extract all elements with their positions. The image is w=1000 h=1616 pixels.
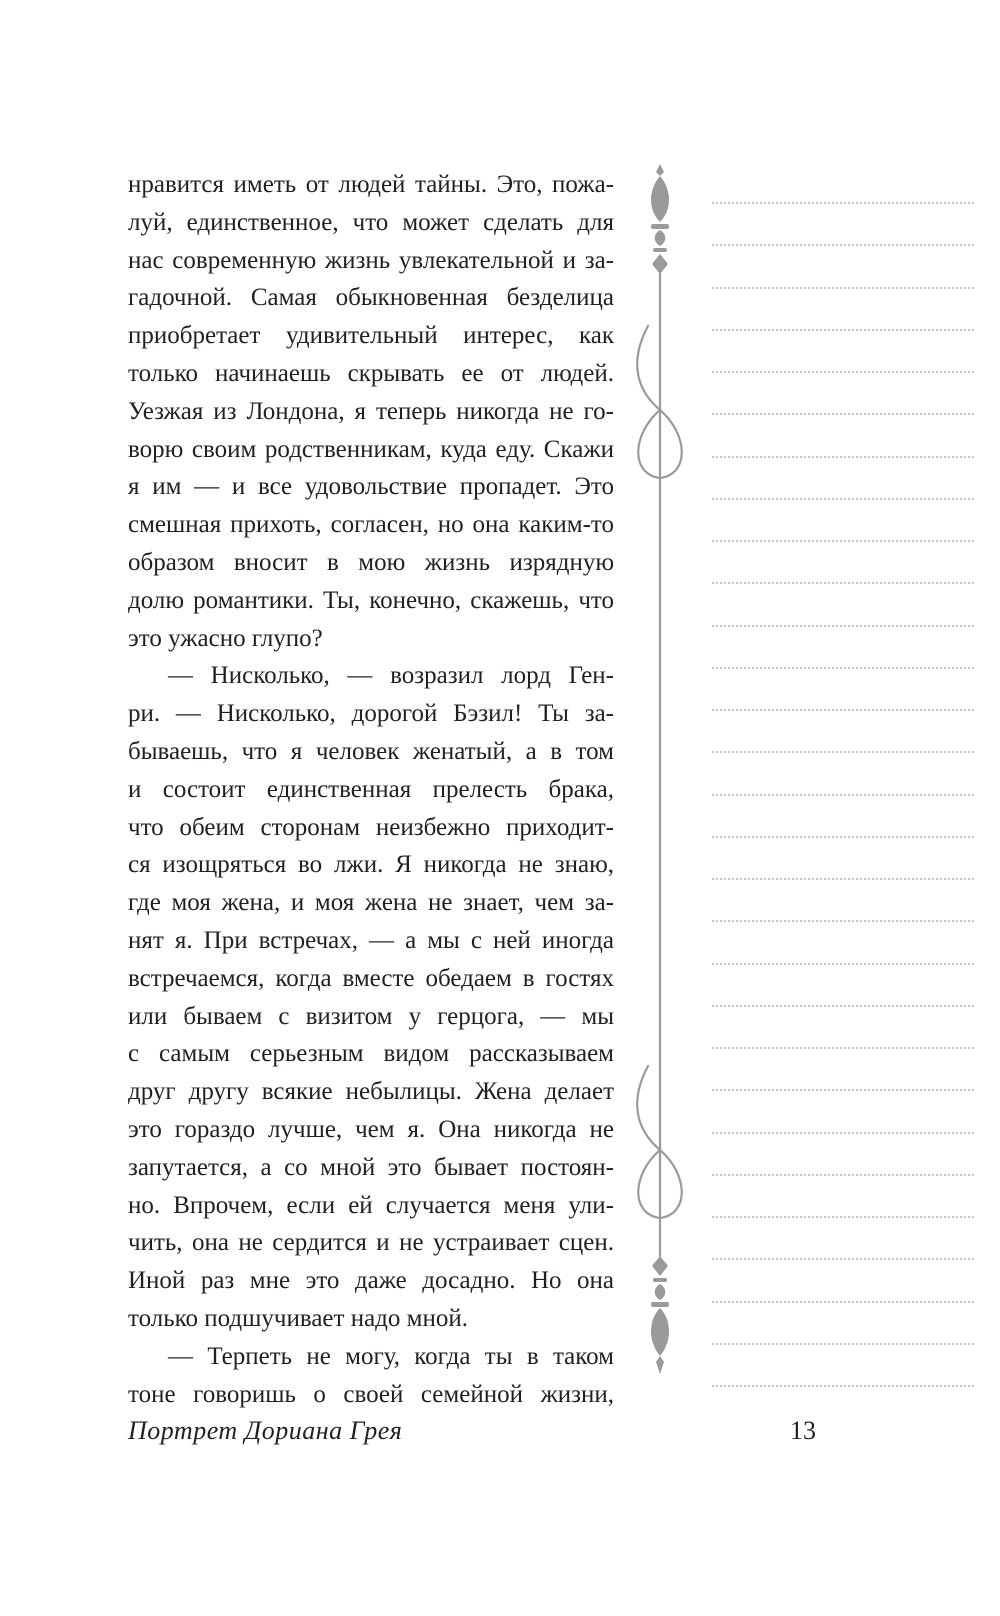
text-line: где моя жена, и моя жена не знает, чем за-: [128, 889, 614, 917]
dotted-rule: [712, 1301, 974, 1303]
text-line: чить, она не сердится и не устраивает сцен.: [128, 1229, 614, 1257]
text-line: я им — и все удовольствие пропадет. Это: [128, 473, 614, 501]
text-line: с самым серьезным видом рассказываем: [128, 1040, 614, 1068]
text-line: и состоит единственная прелесть брака,: [128, 775, 614, 803]
text-line: смешная прихоть, согласен, но она каким-то: [128, 511, 614, 539]
text-line: встречаемся, когда вместе обедаем в гостях: [128, 964, 614, 992]
dotted-rule: [712, 836, 974, 838]
dotted-rule: [712, 1132, 974, 1134]
text-line: Уезжая из Лондона, я теперь никогда не го-: [128, 397, 614, 425]
dotted-rule: [712, 1174, 974, 1176]
finial-top-bulb: [651, 176, 669, 222]
text-line: запутается, а со мной это бывает постоян-: [128, 1153, 614, 1181]
finial-top-collar: [651, 224, 669, 229]
text-line: ворю своим родственникам, куда еду. Скажи: [128, 435, 614, 463]
dotted-rule: [712, 751, 974, 753]
dotted-rule: [712, 540, 974, 542]
dotted-rule: [712, 709, 974, 711]
text-line: только начинаешь скрывать ее от людей.: [128, 359, 614, 387]
dotted-rule: [712, 1216, 974, 1218]
dotted-rule: [712, 498, 974, 500]
dotted-rule: [712, 1343, 974, 1345]
dotted-rule: [712, 413, 974, 415]
text-line: что обеим сторонам неизбежно приходит-: [128, 813, 614, 841]
dotted-rule: [712, 1089, 974, 1091]
dotted-rule: [712, 1047, 974, 1049]
finial-top-tip: [656, 164, 664, 176]
dotted-rule: [712, 794, 974, 796]
dotted-rule: [712, 878, 974, 880]
text-line: это ужасно глупо?: [128, 624, 323, 652]
text-line: это гораздо лучше, чем я. Она никогда не: [128, 1115, 614, 1143]
text-line: но. Впрочем, если ей случается меня ули-: [128, 1191, 614, 1219]
dotted-rule: [712, 667, 974, 669]
running-footer-title: Портрет Дориана Грея: [128, 1416, 403, 1445]
dotted-rule: [712, 625, 974, 627]
dotted-rule: [712, 1005, 974, 1007]
finial-top-ring: [653, 248, 667, 252]
note-lines: [712, 0, 974, 1616]
finial-bottom-tip: [656, 1356, 664, 1374]
text-line: луй, единственное, что может сделать для: [128, 208, 614, 236]
text-line: друг другу всякие небылицы. Жена делает: [128, 1078, 614, 1106]
text-line: образом вносит в мою жизнь изрядную: [128, 548, 614, 576]
text-line: — Терпеть не могу, когда ты в таком: [168, 1342, 614, 1370]
finial-bottom-bead: [655, 1284, 666, 1300]
text-line: ся изощряться во лжи. Я никогда не знаю,: [128, 851, 614, 879]
text-line: гадочной. Самая обыкновенная безделица: [128, 284, 614, 312]
decorative-ornament-divider: [620, 160, 700, 1400]
text-line: тоне говоришь о своей семейной жизни,: [128, 1380, 614, 1408]
dotted-rule: [712, 371, 974, 373]
dotted-rule: [712, 329, 974, 331]
text-line: Иной раз мне это даже досадно. Но она: [128, 1267, 614, 1295]
finial-bottom-bulb: [651, 1308, 669, 1356]
dotted-rule: [712, 244, 974, 246]
finial-top-bead: [655, 230, 666, 246]
text-line: — Нисколько, — возразил лорд Ген-: [168, 662, 614, 690]
text-line: нас современную жизнь увлекательной и за-: [128, 246, 614, 274]
page-number: 13: [790, 1416, 816, 1445]
dotted-rule: [712, 920, 974, 922]
finial-bottom-ring: [653, 1278, 667, 1282]
finial-bottom-diamond: [652, 1256, 668, 1276]
dotted-rule: [712, 287, 974, 289]
text-line: или бываем с визитом у герцога, — мы: [128, 1002, 614, 1030]
dotted-rule: [712, 1258, 974, 1260]
dotted-rule: [712, 456, 974, 458]
dotted-rule: [712, 963, 974, 965]
text-line: нравится иметь от людей тайны. Это, пожа-: [128, 171, 614, 198]
finial-top-diamond: [652, 254, 668, 274]
body-text: [128, 166, 614, 1413]
text-line: только подшучивает надо мной.: [128, 1304, 468, 1332]
text-line: приобретает удивительный интерес, как: [128, 322, 614, 350]
text-line: ри. — Нисколько, дорогой Бэзил! Ты за-: [128, 700, 614, 728]
dotted-rule: [712, 582, 974, 584]
text-line: бываешь, что я человек женатый, а в том: [128, 737, 614, 765]
dotted-rule: [712, 1385, 974, 1387]
text-line: долю романтики. Ты, конечно, скажешь, что: [128, 586, 614, 614]
text-line: нят я. При встречах, — а мы с ней иногда: [128, 926, 614, 954]
dotted-rule: [712, 202, 974, 204]
finial-bottom-collar: [651, 1302, 669, 1307]
